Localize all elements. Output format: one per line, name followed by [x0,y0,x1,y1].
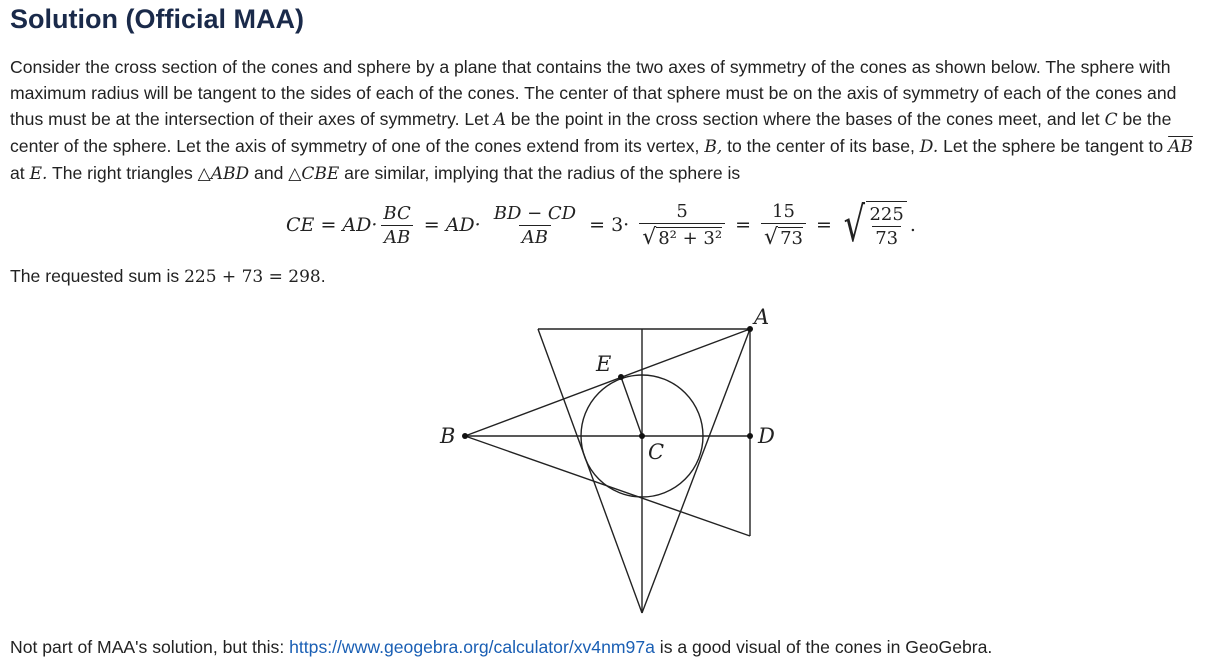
text-segment: The requested sum is [10,266,185,286]
cone-side-right [642,329,750,613]
point-E [618,374,624,380]
math-segment-AB: $\overline{AB}$ [1168,137,1193,157]
text-segment: is a good visual of the cones in GeoGebra. [654,637,993,657]
label-E: E [596,352,612,376]
formula-period: . [909,214,916,236]
formula-lhs: CE = AD· [286,214,378,236]
math-triangle-ABD: △ABD [197,164,250,184]
label-C: C [648,440,665,464]
fraction-15-sqrt73 [761,201,806,250]
point-A [747,326,753,332]
point-D [747,433,753,439]
math-B: B, [704,137,723,157]
text-segment: . [320,266,326,286]
text-segment: are similar, implying that the radius of the sphere is [339,163,741,183]
solution-paragraph [10,54,1210,187]
sqrt-icon: √ [764,224,779,250]
label-B: B [440,424,456,448]
text-segment: and [249,163,289,183]
math-C: C [1104,110,1118,130]
text-segment: The right triangles [47,163,198,183]
radicand: 8² + 3² [658,227,723,249]
formula-equals: = AD· [423,214,481,236]
requested-sum [10,266,326,287]
formula-equals: = 3· [589,214,630,236]
text-segment: Consider the cross section of the cones and sphere by a plane that contains the two axes of symmetry of the cones as shown below. The sphere with maximum radius will be tangent to the sides of each of the cones. The center of that sphere must be on the axis of symmetry of each of the cones and thus must be at the intersection of their axes of symmetry. Let [10,57,1177,129]
text-segment: to the center of its base, [722,136,920,156]
formula-equals: = [815,214,832,236]
fraction-denominator: AB [519,225,551,248]
fraction-numerator: 5 [676,200,688,222]
fraction-bd-cd-ab [491,203,579,248]
math-triangle-CBE: △CBE [288,164,340,184]
fraction-bc-ab [380,203,413,248]
cross-section-diagram [430,300,790,620]
math-D: D. [919,137,939,157]
geogebra-link[interactable]: https://www.geogebra.org/calculator/xv4nm97a [289,637,655,657]
point-C [639,433,645,439]
fraction-numerator: 225 [869,204,904,225]
formula-equals: = [735,214,752,236]
sqrt-icon: √ [642,224,657,250]
fraction-225-73 [866,201,906,249]
segment-CE [621,377,642,436]
text-segment: Let the sphere be tangent to [938,136,1169,156]
label-D: D [758,424,775,448]
footer-note [10,637,992,658]
fraction-denominator: 73 [872,226,901,249]
solution-heading: Solution (Official MAA) [10,4,304,34]
text-segment: be the center of the sphere. Let the axis of symmetry of one of the cones extend from its vertex, [10,109,1172,156]
cone-side-left [538,329,642,613]
fraction-5-sqrt [639,201,725,250]
big-sqrt-icon: √ [843,197,865,253]
fraction-denominator [761,223,806,250]
text-segment: be the point in the cross section where the bases of the cones meet, and let [506,109,1105,129]
math-A: A [493,110,506,130]
math-sum: 225 + 73 = 298 [184,267,321,287]
radius-formula [286,192,916,258]
fraction-numerator: BD − CD [493,202,577,224]
math-E: E. [29,164,48,184]
fraction-numerator: 15 [772,200,795,222]
text-segment: at [10,163,30,183]
fraction-numerator: BC [383,202,411,224]
text-segment: Not part of MAA's solution, but this: [10,637,290,657]
fraction-denominator [639,223,725,250]
label-A: A [754,305,770,329]
point-B [462,433,468,439]
fraction-denominator: AB [381,225,413,248]
segment-BA [465,329,750,436]
radicand: 73 [780,227,803,249]
